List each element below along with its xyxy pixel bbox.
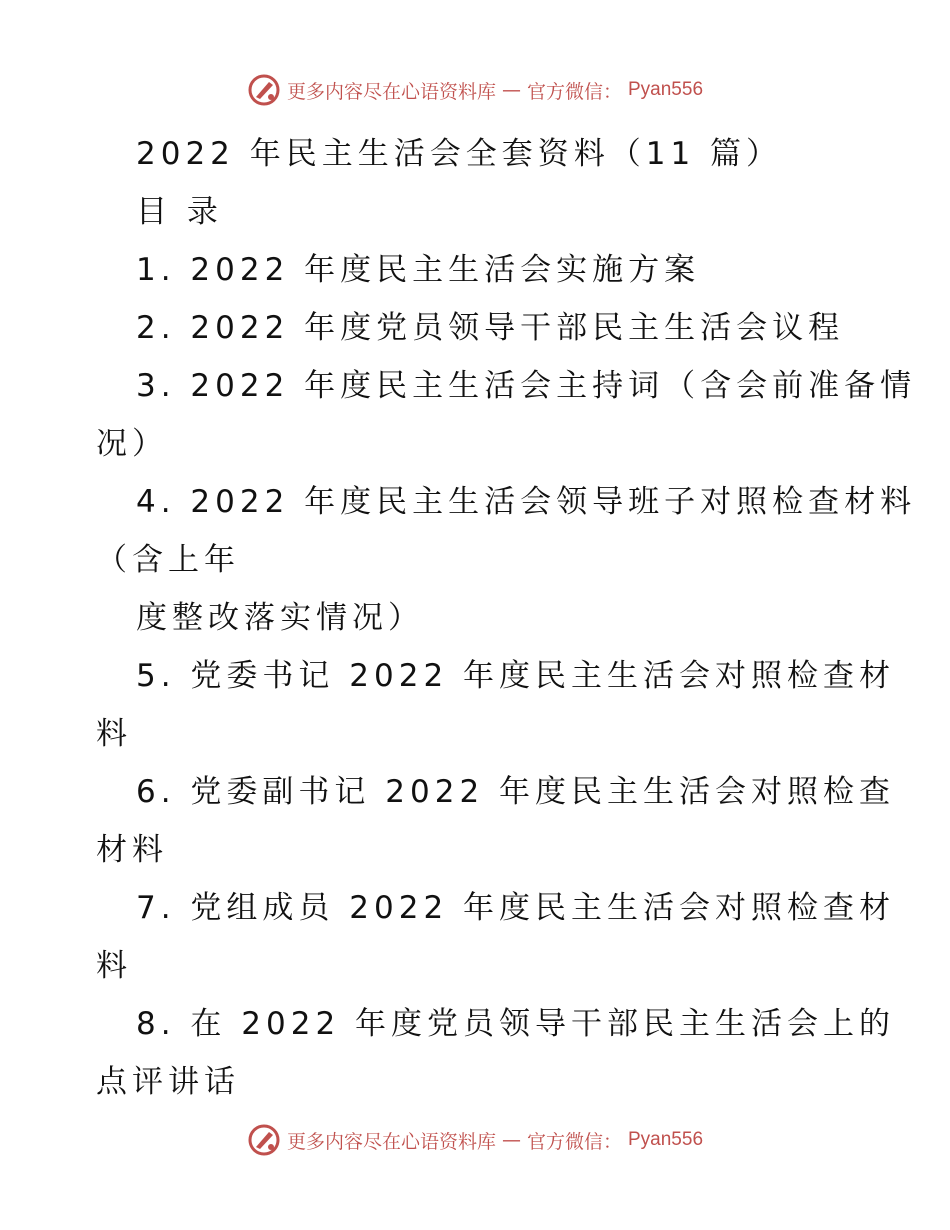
watermark-footer [0,1122,950,1158]
toc-heading: 目 录 [136,194,223,230]
watermark-separator: — [501,79,521,101]
toc-line: 8. 在 2022 年度党员领导干部民主生活会上的 [136,1006,896,1042]
toc-line: 4. 2022 年度民主生活会领导班子对照检查材料 [136,484,917,520]
toc-line: 5. 党委书记 2022 年度民主生活会对照检查材 [136,658,896,694]
watermark-text: 更多内容尽在心语资料库 [286,1130,496,1153]
toc-line: 料 [96,948,132,984]
toc-line: 料 [96,716,132,752]
toc-line: 度整改落实情况） [136,600,424,636]
watermark-wechat-label: 官方微信： [526,80,622,103]
toc-line: 2. 2022 年度党员领导干部民主生活会议程 [136,310,845,346]
watermark-wechat-id: Pyan556 [628,79,704,100]
watermark-separator: — [501,1129,521,1151]
watermark-wechat-label: 官方微信： [526,1130,622,1153]
toc-line: 点评讲话 [96,1064,240,1100]
watermark-wechat-id: Pyan556 [628,1129,704,1150]
toc-line: （含上年 [96,542,240,578]
toc-line: 况） [96,426,168,462]
toc-line: 1. 2022 年度民主生活会实施方案 [136,252,701,288]
seal-logo-icon [247,1123,281,1157]
document-body [96,125,917,1111]
seal-logo-icon [247,73,281,107]
toc-line: 3. 2022 年度民主生活会主持词（含会前准备情 [136,368,917,404]
toc-line: 材料 [96,832,168,868]
toc-line: 7. 党组成员 2022 年度民主生活会对照检查材 [136,890,896,926]
watermark-text: 更多内容尽在心语资料库 [286,80,496,103]
document-title: 2022 年民主生活会全套资料（11 篇） [136,136,783,172]
toc-line: 6. 党委副书记 2022 年度民主生活会对照检查 [136,774,896,810]
watermark-header [0,72,950,108]
